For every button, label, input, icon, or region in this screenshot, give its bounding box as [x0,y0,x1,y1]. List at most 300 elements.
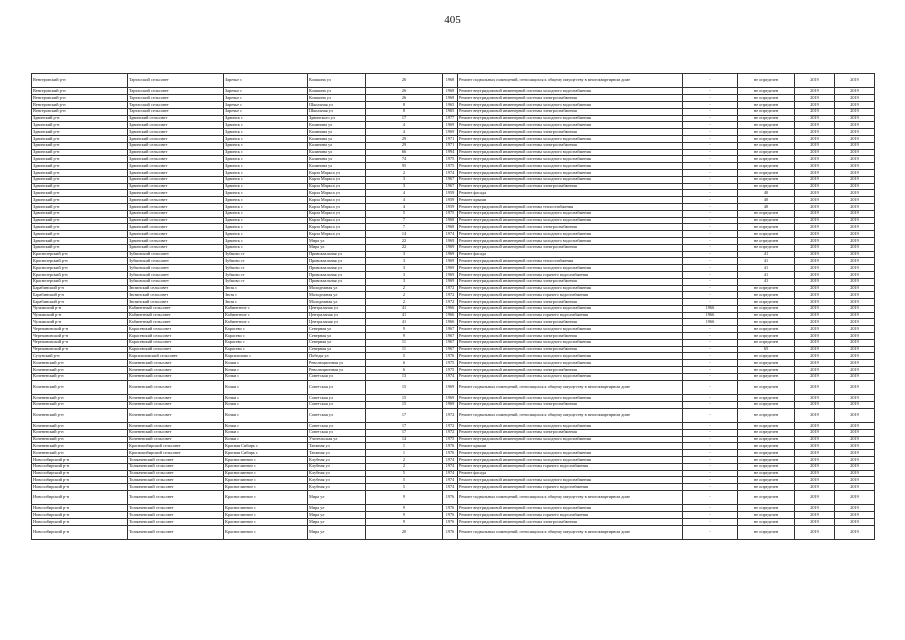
estimate-cell: не определен [738,305,795,312]
build-year-cell: 1976 [443,491,458,505]
house-number-cell: 11 [366,339,443,346]
estimate-cell: не определен [738,231,795,238]
work-type-cell: Ремонт внутридомовой инженерной системы холодного водоснабжения [458,353,683,360]
house-number-cell: 9 [366,491,443,505]
table-row [32,101,875,108]
street-cell: Карла Маркса ул [308,176,366,183]
plan-end-year-cell: 2019 [835,525,875,539]
locality-cell: Заречье с [224,108,308,115]
house-number-cell: 29 [366,135,443,142]
estimate-cell: 41 [738,251,795,258]
street-cell: Северная ул [308,339,366,346]
note-cell: - [683,142,738,149]
locality-cell: Зубково ст [224,251,308,258]
locality-cell: Здвинск с [224,210,308,217]
note-cell: - [683,278,738,285]
plan-end-year-cell: 2019 [835,463,875,470]
plan-end-year-cell: 2019 [835,265,875,272]
locality-cell: Заречье с [224,95,308,102]
estimate-cell: 41 [738,258,795,265]
district-cell: Здвинский р-н [32,190,128,197]
estimate-cell: не определен [738,122,795,129]
table-row [32,299,875,306]
council-cell: Здвинский сельсовет [128,237,224,244]
build-year-cell: 1972 [443,408,458,422]
house-number-cell: 22 [366,237,443,244]
note-cell: - [683,423,738,430]
note-cell: - [683,505,738,512]
table-row [32,367,875,374]
work-type-cell: Ремонт внутридомовой инженерной системы холодного водоснабжения [458,217,683,224]
plan-end-year-cell: 2019 [835,210,875,217]
plan-start-year-cell: 2019 [795,271,835,278]
district-cell: Новосибирский р-н [32,484,128,491]
locality-cell: Кочки с [224,401,308,408]
build-year-cell: 1966 [443,305,458,312]
locality-cell: Здвинск с [224,217,308,224]
house-number-cell: 3 [366,258,443,265]
work-type-cell: Ремонт внутридомовой инженерной системы горячего водоснабжения [458,463,683,470]
street-cell: Карла Маркса ул [308,169,366,176]
work-type-cell: Ремонт подвальных помещений, относящихся к общему имуществу в многоквартирном доме [458,380,683,394]
plan-end-year-cell: 2019 [835,278,875,285]
plan-start-year-cell: 2019 [795,525,835,539]
locality-cell: Заречье с [224,101,308,108]
table-row [32,115,875,122]
plan-end-year-cell: 2019 [835,95,875,102]
note-cell: - [683,265,738,272]
plan-end-year-cell: 2019 [835,237,875,244]
district-cell: Коченевский р-н [32,367,128,374]
council-cell: Коченевский сельсовет [128,380,224,394]
note-cell: - [683,380,738,394]
district-cell: Здвинский р-н [32,115,128,122]
repair-schedule-table [31,73,875,540]
note-cell: 1966 [683,319,738,326]
street-cell: Клубная ул [308,457,366,464]
council-cell: Здвинский сельсовет [128,169,224,176]
council-cell: Зюзинский сельсовет [128,292,224,299]
plan-end-year-cell: 2019 [835,360,875,367]
note-cell: - [683,122,738,129]
house-number-cell: 1 [366,443,443,450]
note-cell: - [683,450,738,457]
plan-start-year-cell: 2019 [795,231,835,238]
work-type-cell: Ремонт внутридомовой инженерной системы электроснабжения [458,299,683,306]
estimate-cell: не определен [738,408,795,422]
locality-cell: Зюзя с [224,299,308,306]
house-number-cell: 17 [366,423,443,430]
district-cell: Новосибирский р-н [32,463,128,470]
note-cell: - [683,156,738,163]
plan-start-year-cell: 2019 [795,408,835,422]
plan-start-year-cell: 2019 [795,333,835,340]
district-cell: Венгеровский р-н [32,74,128,88]
council-cell: Тартасский сельсовет [128,101,224,108]
street-cell: Таежная ул [308,443,366,450]
plan-start-year-cell: 2019 [795,115,835,122]
estimate-cell: не определен [738,401,795,408]
plan-start-year-cell: 2019 [795,244,835,251]
council-cell: Коченевский сельсовет [128,429,224,436]
street-cell: Кошкина ул [308,74,366,88]
locality-cell: Здвинск с [224,156,308,163]
locality-cell: Здвинск с [224,163,308,170]
work-type-cell: Ремонт внутридомовой инженерной системы электроснабжения [458,429,683,436]
street-cell: Советская ул [308,429,366,436]
estimate-cell: 41 [738,265,795,272]
plan-end-year-cell: 2019 [835,101,875,108]
table-row [32,156,875,163]
plan-start-year-cell: 2019 [795,142,835,149]
plan-start-year-cell: 2019 [795,443,835,450]
district-cell: Здвинский р-н [32,156,128,163]
house-number-cell: 41 [366,305,443,312]
plan-end-year-cell: 2019 [835,477,875,484]
table-row [32,491,875,505]
plan-end-year-cell: 2019 [835,149,875,156]
house-number-cell: 20 [366,525,443,539]
note-cell: - [683,326,738,333]
council-cell: Толмачевский сельсовет [128,477,224,484]
district-cell: Новосибирский р-н [32,505,128,512]
district-cell: Чулымский р-н [32,305,128,312]
table-row [32,142,875,149]
estimate-cell: не определен [738,395,795,402]
build-year-cell: 1976 [443,443,458,450]
plan-end-year-cell: 2019 [835,491,875,505]
estimate-cell: не определен [738,457,795,464]
build-year-cell: 1972 [443,292,458,299]
house-number-cell: 22 [366,244,443,251]
council-cell: Тартасский сельсовет [128,88,224,95]
house-number-cell: 26 [366,88,443,95]
build-year-cell: 1968 [443,74,458,88]
plan-start-year-cell: 2019 [795,401,835,408]
work-type-cell: Ремонт внутридомовой инженерной системы холодного водоснабжения [458,169,683,176]
plan-end-year-cell: 2019 [835,346,875,353]
estimate-cell: не определен [738,156,795,163]
table-row [32,525,875,539]
table-row [32,380,875,394]
plan-start-year-cell: 2019 [795,129,835,136]
council-cell: Кабинетный сельсовет [128,319,224,326]
work-type-cell: Ремонт внутридомовой инженерной системы холодного водоснабжения [458,423,683,430]
street-cell: Кошкина ул [308,95,366,102]
house-number-cell: 17 [366,429,443,436]
plan-start-year-cell: 2019 [795,305,835,312]
street-cell: Северная ул [308,333,366,340]
build-year-cell: 1975 [443,163,458,170]
council-cell: Здвинский сельсовет [128,163,224,170]
table-row [32,265,875,272]
street-cell: Советская ул [308,423,366,430]
council-cell: Коченевский сельсовет [128,423,224,430]
work-type-cell: Ремонт внутридомовой инженерной системы холодного водоснабжения [458,210,683,217]
work-type-cell: Ремонт внутридомовой инженерной системы холодного водоснабжения [458,360,683,367]
plan-end-year-cell: 2019 [835,115,875,122]
table-row [32,244,875,251]
work-type-cell: Ремонт подвальных помещений, относящихся к общему имуществу в многоквартирном доме [458,491,683,505]
locality-cell: Кочки с [224,380,308,394]
council-cell: Кабинетный сельсовет [128,312,224,319]
locality-cell: Кабинетное с [224,312,308,319]
district-cell: Коченевский р-н [32,450,128,457]
house-number-cell: 5 [366,210,443,217]
council-cell: Толмачевский сельсовет [128,505,224,512]
build-year-cell: 1969 [443,271,458,278]
plan-start-year-cell: 2019 [795,353,835,360]
work-type-cell: Ремонт внутридомовой инженерной системы горячего водоснабжения [458,512,683,519]
table-row [32,470,875,477]
build-year-cell: 1969 [443,122,458,129]
locality-cell: Карасево с [224,326,308,333]
build-year-cell: 1968 [443,88,458,95]
locality-cell: Зубково ст [224,258,308,265]
district-cell: Новосибирский р-н [32,518,128,525]
district-cell: Здвинский р-н [32,244,128,251]
district-cell: Барабинский р-н [32,285,128,292]
street-cell: Карла Маркса ул [308,197,366,204]
work-type-cell: Ремонт подвальных помещений, относящихся к общему имуществу в многоквартирном доме [458,408,683,422]
plan-start-year-cell: 2019 [795,367,835,374]
plan-end-year-cell: 2019 [835,423,875,430]
district-cell: Здвинский р-н [32,163,128,170]
note-cell: - [683,217,738,224]
table-row [32,271,875,278]
table-row [32,346,875,353]
council-cell: Карасевский сельсовет [128,333,224,340]
house-number-cell: 15 [366,395,443,402]
council-cell: Каргаполовский сельсовет [128,353,224,360]
estimate-cell: не определен [738,217,795,224]
plan-start-year-cell: 2019 [795,339,835,346]
street-cell: Победы ул [308,353,366,360]
table-row [32,339,875,346]
table-row [32,436,875,443]
council-cell: Здвинский сельсовет [128,115,224,122]
locality-cell: Красноглинное с [224,491,308,505]
district-cell: Краснозерский р-н [32,271,128,278]
locality-cell: Здвинск с [224,231,308,238]
work-type-cell: Ремонт внутридомовой инженерной системы холодного водоснабжения [458,265,683,272]
note-cell: - [683,346,738,353]
council-cell: Толмачевский сельсовет [128,463,224,470]
note-cell: - [683,470,738,477]
work-type-cell: Ремонт внутридомовой инженерной системы электроснабжения [458,319,683,326]
street-cell: Карла Маркса ул [308,190,366,197]
street-cell: Карла Маркса ул [308,210,366,217]
work-type-cell: Ремонт внутридомовой инженерной системы холодного водоснабжения [458,237,683,244]
house-number-cell: 41 [366,319,443,326]
plan-end-year-cell: 2019 [835,88,875,95]
plan-start-year-cell: 2019 [795,251,835,258]
note-cell: - [683,135,738,142]
council-cell: Здвинский сельсовет [128,149,224,156]
build-year-cell: 1967 [443,176,458,183]
plan-end-year-cell: 2019 [835,231,875,238]
council-cell: Коченевский сельсовет [128,401,224,408]
street-cell: Карла Маркса ул [308,183,366,190]
district-cell: Здвинский р-н [32,197,128,204]
plan-end-year-cell: 2019 [835,484,875,491]
plan-start-year-cell: 2019 [795,423,835,430]
note-cell: - [683,484,738,491]
estimate-cell: не определен [738,244,795,251]
build-year-cell: 1969 [443,244,458,251]
work-type-cell: Ремонт внутридомовой инженерной системы электроснабжения [458,95,683,102]
plan-end-year-cell: 2019 [835,169,875,176]
street-cell: Советская ул [308,395,366,402]
plan-start-year-cell: 2019 [795,373,835,380]
street-cell: Мира ул [308,244,366,251]
work-type-cell: Ремонт внутридомовой инженерной системы электроснабжения [458,183,683,190]
estimate-cell: не определен [738,525,795,539]
table-row [32,176,875,183]
council-cell: Коченевский сельсовет [128,367,224,374]
house-number-cell: 41 [366,312,443,319]
table-row [32,88,875,95]
house-number-cell: 13 [366,373,443,380]
locality-cell: Кочки с [224,436,308,443]
plan-start-year-cell: 2019 [795,258,835,265]
locality-cell: Карасево с [224,339,308,346]
note-cell: - [683,463,738,470]
street-cell: Школьная ул [308,101,366,108]
plan-start-year-cell: 2019 [795,319,835,326]
district-cell: Венгеровский р-н [32,101,128,108]
table-row [32,423,875,430]
house-number-cell: 15 [366,401,443,408]
build-year-cell: 1967 [443,183,458,190]
street-cell: Революционная ул [308,367,366,374]
work-type-cell: Ремонт внутридомовой инженерной системы холодного водоснабжения [458,122,683,129]
locality-cell: Красноглинное с [224,470,308,477]
table-row [32,319,875,326]
street-cell: Калинина ул [308,156,366,163]
table-row [32,237,875,244]
build-year-cell: 1994 [443,149,458,156]
plan-start-year-cell: 2019 [795,183,835,190]
note-cell: - [683,169,738,176]
build-year-cell: 1976 [443,353,458,360]
street-cell: Советская ул [308,408,366,422]
plan-start-year-cell: 2019 [795,108,835,115]
note-cell: - [683,108,738,115]
locality-cell: Кочки с [224,395,308,402]
estimate-cell: не определен [738,367,795,374]
house-number-cell: 9 [366,518,443,525]
house-number-cell: 26 [366,95,443,102]
work-type-cell: Ремонт внутридомовой инженерной системы электроснабжения [458,108,683,115]
table-row [32,305,875,312]
house-number-cell: 66 [366,149,443,156]
street-cell: Таежная ул [308,450,366,457]
build-year-cell: 1972 [443,299,458,306]
house-number-cell: 3 [366,278,443,285]
build-year-cell: 1967 [443,326,458,333]
locality-cell: Кочки с [224,373,308,380]
work-type-cell: Ремонт внутридомовой инженерной системы электроснабжения [458,401,683,408]
house-number-cell: 2 [366,169,443,176]
work-type-cell: Ремонт внутридомовой инженерной системы холодного водоснабжения [458,436,683,443]
street-cell: Мира ул [308,505,366,512]
locality-cell: Карасево с [224,333,308,340]
plan-end-year-cell: 2019 [835,135,875,142]
district-cell: Новосибирский р-н [32,512,128,519]
estimate-cell: не определен [738,373,795,380]
house-number-cell: 17 [366,115,443,122]
work-type-cell: Ремонт внутридомовой инженерной системы холодного водоснабжения [458,149,683,156]
house-number-cell: 3 [366,176,443,183]
table-row [32,210,875,217]
street-cell: Привокзальная ул [308,265,366,272]
council-cell: Зубковский сельсовет [128,278,224,285]
plan-start-year-cell: 2019 [795,346,835,353]
plan-end-year-cell: 2019 [835,285,875,292]
street-cell: Мира ул [308,512,366,519]
house-number-cell: 9 [366,333,443,340]
council-cell: Коченевский сельсовет [128,408,224,422]
table-row [32,224,875,231]
table-row [32,231,875,238]
plan-start-year-cell: 2019 [795,429,835,436]
district-cell: Новосибирский р-н [32,525,128,539]
district-cell: Коченевский р-н [32,395,128,402]
district-cell: Здвинский р-н [32,224,128,231]
build-year-cell: 1969 [443,251,458,258]
district-cell: Здвинский р-н [32,237,128,244]
table-row [32,95,875,102]
locality-cell: Здвинск с [224,142,308,149]
plan-start-year-cell: 2019 [795,265,835,272]
district-cell: Коченевский р-н [32,373,128,380]
estimate-cell: не определен [738,108,795,115]
work-type-cell: Ремонт внутридомовой инженерной системы холодного водоснабжения [458,88,683,95]
locality-cell: Здвинск с [224,224,308,231]
note-cell: - [683,271,738,278]
street-cell: Калинина ул [308,163,366,170]
locality-cell: Здвинск с [224,176,308,183]
locality-cell: Каргаполово с [224,353,308,360]
council-cell: Здвинский сельсовет [128,244,224,251]
estimate-cell: не определен [738,95,795,102]
note-cell: - [683,203,738,210]
estimate-cell: не определен [738,135,795,142]
locality-cell: Кочки с [224,360,308,367]
estimate-cell: не определен [738,312,795,319]
street-cell: Привокзальная ул [308,278,366,285]
build-year-cell: 1976 [443,518,458,525]
district-cell: Черепановский р-н [32,333,128,340]
district-cell: Здвинский р-н [32,217,128,224]
estimate-cell: не определен [738,101,795,108]
work-type-cell: Ремонт внутридомовой инженерной системы электроснабжения [458,224,683,231]
street-cell: Здвинского ул [308,115,366,122]
plan-start-year-cell: 2019 [795,224,835,231]
repair-schedule-sheet [31,73,875,540]
house-number-cell: 6 [366,360,443,367]
table-row [32,512,875,519]
build-year-cell: 1975 [443,360,458,367]
estimate-cell: не определен [738,360,795,367]
estimate-cell: не определен [738,163,795,170]
build-year-cell: 1967 [443,346,458,353]
estimate-cell: не определен [738,285,795,292]
council-cell: Здвинский сельсовет [128,135,224,142]
house-number-cell: 2 [366,285,443,292]
street-cell: Калинина ул [308,142,366,149]
